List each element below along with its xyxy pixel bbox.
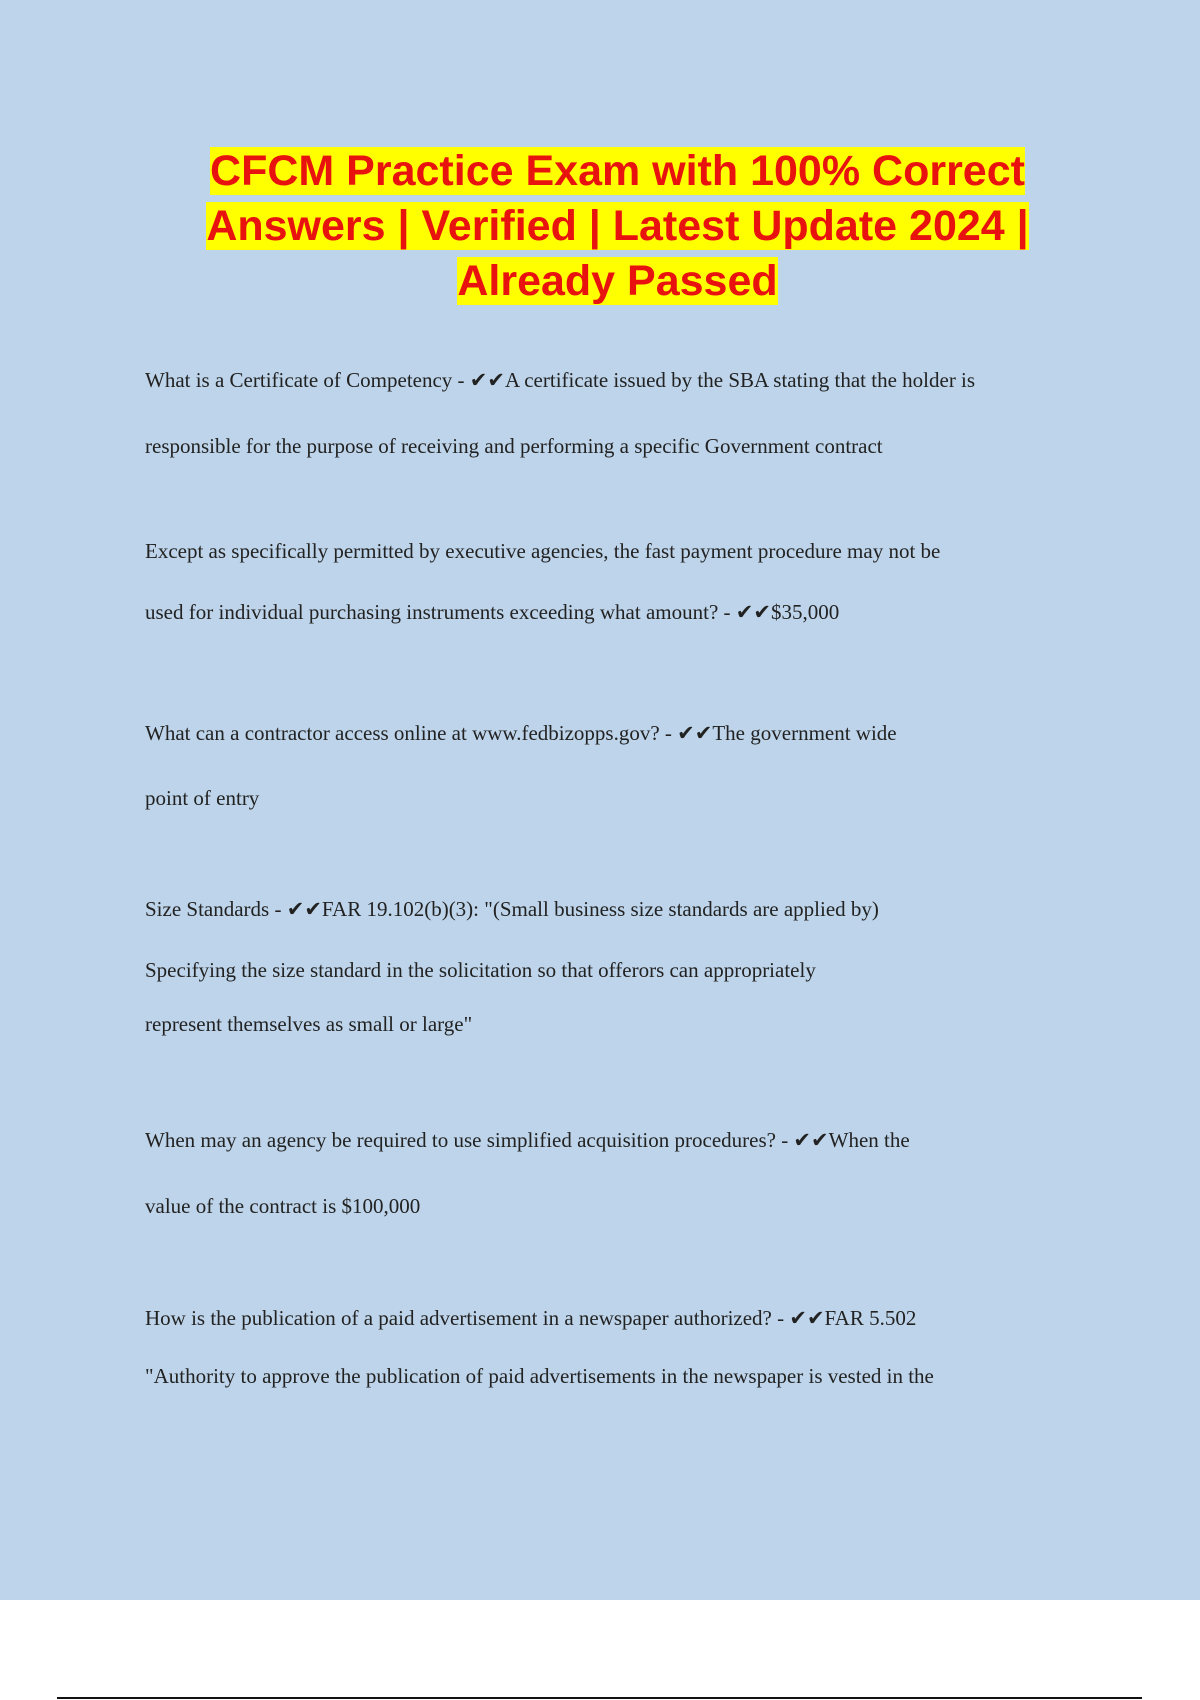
qa-line: How is the publication of a paid advertisement in a newspaper authorized? - ✔✔FAR 5.502 (145, 1306, 917, 1330)
qa-line: value of the contract is $100,000 (145, 1194, 421, 1218)
qa-line: point of entry (145, 786, 260, 810)
page-divider (57, 1697, 1142, 1699)
qa-line: When may an agency be required to use simplified acquisition procedures? - ✔✔When the (145, 1128, 910, 1152)
qa-line: What can a contractor access online at www.fedbizopps.gov? - ✔✔The government wide (145, 721, 897, 745)
qa-line: represent themselves as small or large" (145, 1012, 473, 1036)
qa-line: What is a Certificate of Competency - ✔✔A certificate issued by the SBA stating that the holder is (145, 368, 976, 392)
qa-line: responsible for the purpose of receiving and performing a specific Government contract (145, 434, 883, 458)
document-title (140, 144, 1095, 309)
qa-line: Specifying the size standard in the solicitation so that offerors can appropriately (145, 958, 816, 982)
qa-line: "Authority to approve the publication of paid advertisements in the newspaper is vested in the (145, 1364, 934, 1388)
qa-line: Size Standards - ✔✔FAR 19.102(b)(3): "(Small business size standards are applied by) (145, 897, 879, 921)
qa-line: Except as specifically permitted by executive agencies, the fast payment procedure may not be (145, 539, 941, 563)
qa-line: used for individual purchasing instruments exceeding what amount? - ✔✔$35,000 (145, 600, 840, 624)
document-title-text: CFCM Practice Exam with 100% Correct Answers | Verified | Latest Update 2024 | Already Passed (206, 147, 1029, 305)
